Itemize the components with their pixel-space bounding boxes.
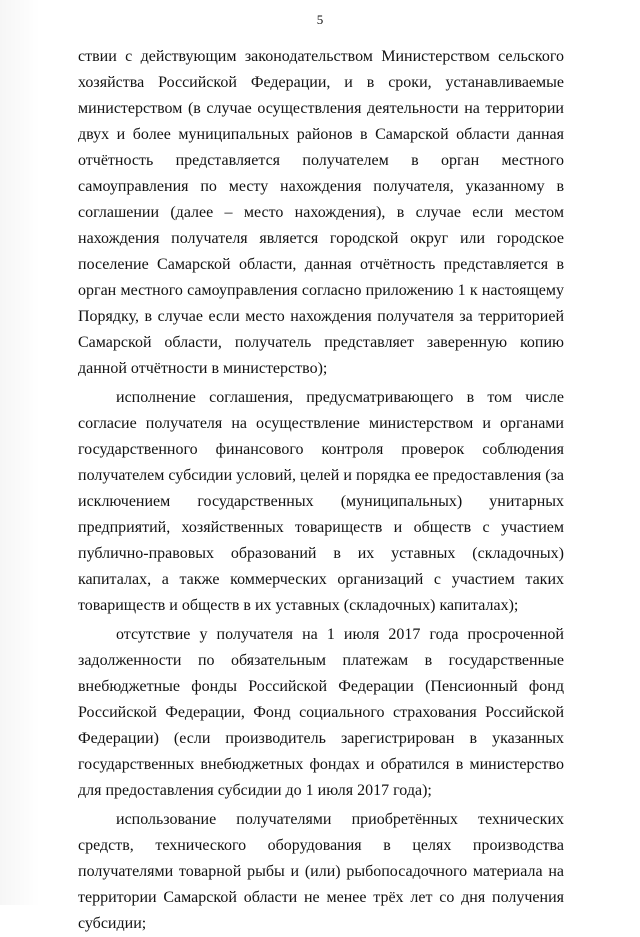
paragraph-agreement: исполнение соглашения, предусматривающего в том числе согласие получателя на осуществление министерством и органами государственного финансового контроля проверок соблюдения получателем субсидии условий, целей и порядка ее предоставления (за исключением государственных (муниципальных) унитарных предприятий, хозяйственных товариществ и обществ с участием публично-правовых образований в их уставных (складочных) капиталах, а также коммерческих организаций с участием таких товариществ и обществ в их уставных (складочных) капиталах); xyxy=(78,389,564,614)
paragraph-equipment-use: использование получателями приобретённых технических средств, технического оборудования в целях производства получателями товарной рыбы и (или) рыбопосадочного материала на территории Самарской области не менее трёх лет со дня получения субсидии; xyxy=(78,811,564,932)
paragraph-reporting: ствии с действующим законодательством Министерством сельского хозяйства Российской Федерации, и в сроки, устанавливаемые министерством (в случае осуществления деятельности на территории двух и более муниципальных районов в Самарской области данная отчётность представляется получателем в орган местного самоуправления по месту нахождения получателя, указанному в соглашении (далее – место нахождения), в случае если местом нахождения получателя является городской округ или городское поселение Самарской области, данная отчётность представляется в орган местного самоуправления согласно приложению 1 к настоящему Порядку, в случае если место нахождения получателя за территорией Самарской области, получатель представляет заверенную копию данной отчётности в министерство); xyxy=(78,48,564,377)
scan-edge-shading xyxy=(0,0,40,905)
page-number: 5 xyxy=(316,12,324,27)
paragraph-no-arrears: отсутствие у получателя на 1 июля 2017 года просроченной задолженности по обязательным платежам в государственные внебюджетные фонды Российской Федерации (Пенсионный фонд Российской Федерации, Фонд социального страхования Российской Федерации) (если производитель зарегистрирован в указанных государственных внебюджетных фондах и обратился в министерство для предоставления субсидии до 1 июля 2017 года); xyxy=(78,626,564,799)
document-body xyxy=(78,44,564,937)
